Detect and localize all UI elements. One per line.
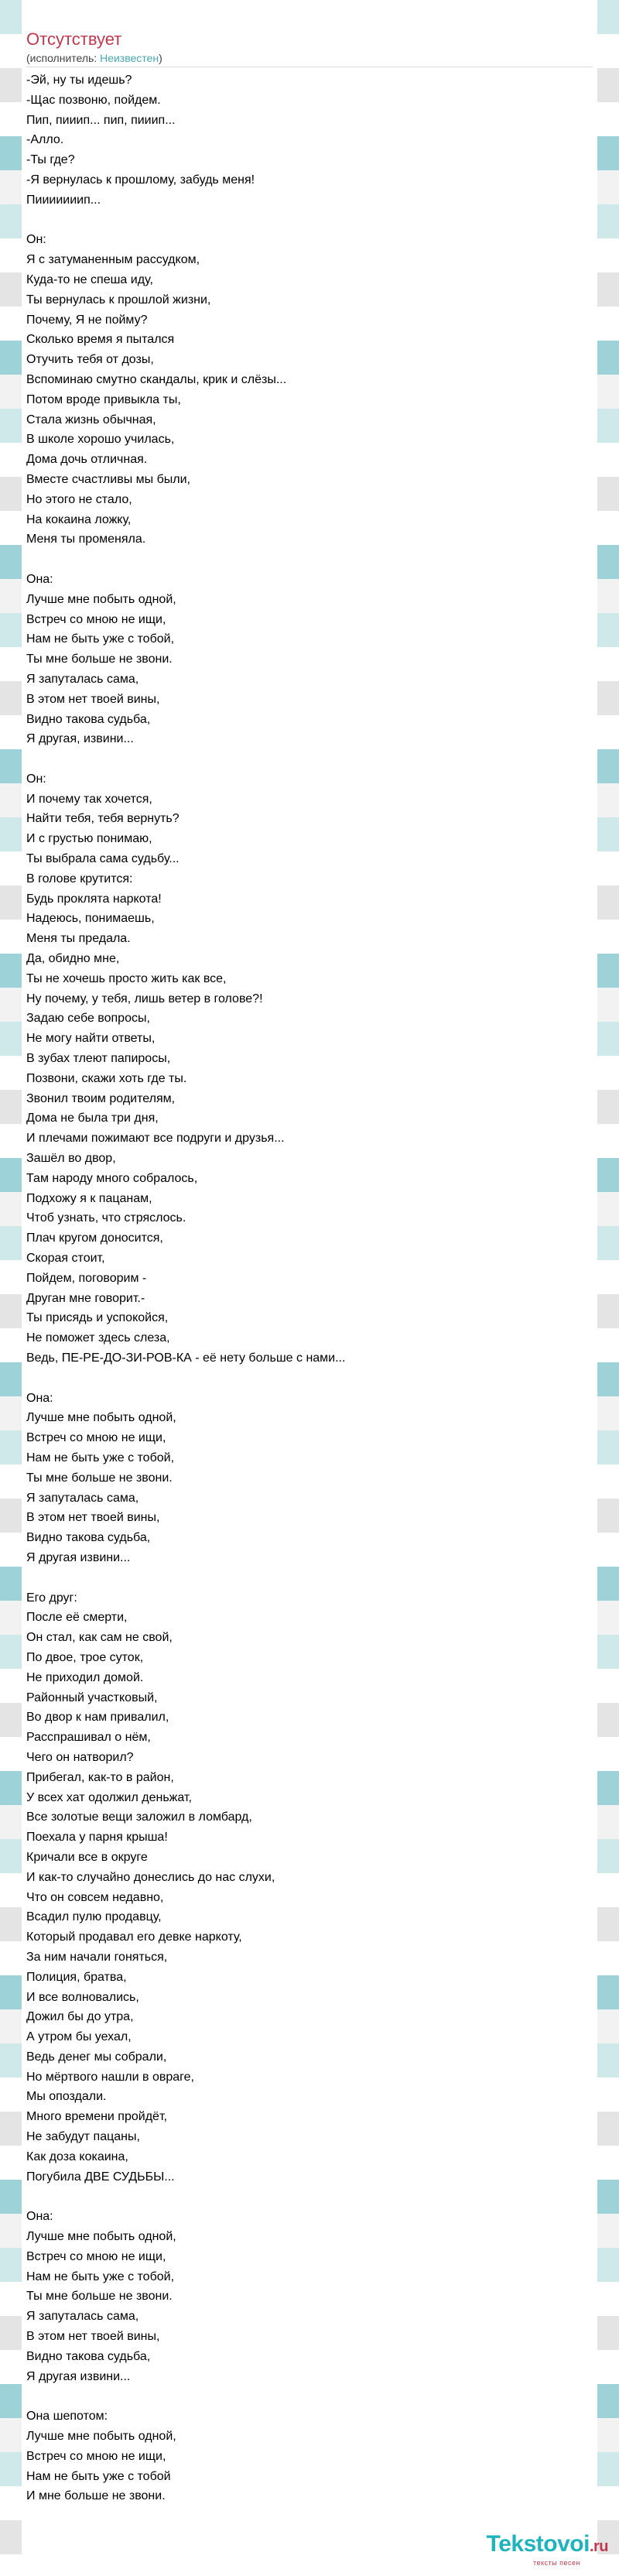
lyric-line: Зашёл во двор, xyxy=(26,1152,116,1166)
lyric-line: -Эй, ну ты идешь? xyxy=(26,74,132,87)
lyric-line: Подхожу я к пацанам, xyxy=(26,1191,152,1205)
lyric-line: Видно такова судьба, xyxy=(26,712,151,726)
logo-tld: .ru xyxy=(589,2538,608,2555)
lyric-line: Сколько время я пытался xyxy=(26,333,175,347)
lyric-line: Нам не быть уже с тобой xyxy=(26,2469,171,2483)
lyric-line: Я другая извини... xyxy=(26,2369,131,2383)
lyric-line: Встреч со мною не ищи, xyxy=(26,2449,166,2463)
lyric-line: Лучше мне побыть одной, xyxy=(26,2430,176,2444)
lyric-line: Встреч со мною не ищи, xyxy=(26,2249,166,2263)
lyric-line: Всадил пулю продавцу, xyxy=(26,1910,162,1924)
lyric-line: Отучить тебя от дозы, xyxy=(26,353,154,367)
lyric-line: И плечами пожимают все подруги и друзья... xyxy=(26,1132,285,1146)
lyric-line: И все волновались, xyxy=(26,1990,139,2004)
lyric-line: Кричали все в округе xyxy=(26,1850,148,1864)
lyric-line: Друган мне говорит.- xyxy=(26,1291,145,1305)
lyric-line: Прибегал, как-то в район, xyxy=(26,1770,174,1784)
lyric-line: Она шепотом: xyxy=(26,2410,108,2424)
lyric-line: В голове крутится: xyxy=(26,872,133,886)
lyric-line: Меня ты променяла. xyxy=(26,533,146,546)
lyric-line: Плач кругом доносится, xyxy=(26,1231,163,1245)
lyric-line: Там народу много собралось, xyxy=(26,1171,198,1185)
lyric-line: Видно такова судьба, xyxy=(26,2349,151,2363)
lyrics-stanza xyxy=(26,1588,593,2187)
lyric-line: Встреч со мною не ищи, xyxy=(26,612,166,626)
lyric-line: Ты мне больше не звони. xyxy=(26,2290,173,2304)
lyric-line: -Я вернулась к прошлому, забудь меня! xyxy=(26,173,255,187)
lyric-line: Она: xyxy=(26,2210,53,2224)
lyric-line: Я запуталась сама, xyxy=(26,672,139,686)
lyrics-stanza xyxy=(26,769,593,1368)
lyric-line: Ведь, ПЕ-РЕ-ДО-ЗИ-РОВ-КА - её нету больше с нами... xyxy=(26,1351,346,1365)
lyric-line: -Алло. xyxy=(26,133,64,147)
lyric-line: Ну почему, у тебя, лишь ветер в голове?! xyxy=(26,992,263,1005)
lyric-line: В школе хорошо училась, xyxy=(26,433,175,447)
song-title: Отсутствует xyxy=(26,29,122,49)
artist-prefix: (исполнитель: xyxy=(26,52,101,64)
lyric-line: Полиция, братва, xyxy=(26,1970,127,1984)
lyric-line: Надеюсь, понимаешь, xyxy=(26,912,155,926)
lyric-line: Ведь денег мы собрали, xyxy=(26,2050,167,2064)
lyric-line: Поехала у парня крыша! xyxy=(26,1831,168,1845)
lyric-line: За ним начали гоняться, xyxy=(26,1950,168,1964)
lyric-line: Он: xyxy=(26,233,46,247)
lyric-line: И почему так хочется, xyxy=(26,792,152,806)
lyric-line: Ты мне больше не звони. xyxy=(26,1471,173,1485)
lyric-line: Позвони, скажи хоть где ты. xyxy=(26,1071,187,1085)
site-logo[interactable] xyxy=(487,2532,608,2567)
lyric-line: Много времени пройдёт, xyxy=(26,2110,167,2124)
lyric-line: Но мёртвого нашли в овраге, xyxy=(26,2070,194,2084)
lyric-line: Он стал, как сам не свой, xyxy=(26,1631,173,1645)
lyrics-text xyxy=(26,70,593,2506)
lyric-line: Встреч со мною не ищи, xyxy=(26,1431,166,1445)
lyric-line: Я другая, извини... xyxy=(26,732,134,746)
lyric-line: Стала жизнь обычная, xyxy=(26,413,156,426)
lyric-line: -Ты где? xyxy=(26,153,75,167)
lyric-line: На кокаина ложку, xyxy=(26,512,132,526)
lyric-line: Пойдем, поговорим - xyxy=(26,1271,147,1285)
lyric-line: Дома дочь отличная. xyxy=(26,453,148,467)
lyric-line: В этом нет твоей вины, xyxy=(26,2330,160,2344)
lyrics-stanza xyxy=(26,2207,593,2386)
lyric-line: Не могу найти ответы, xyxy=(26,1032,156,1046)
lyric-line: Задаю себе вопросы, xyxy=(26,1012,150,1026)
lyric-line: А утром бы уехал, xyxy=(26,2030,132,2044)
lyric-line: Лучше мне побыть одной, xyxy=(26,592,176,606)
lyric-line: Найти тебя, тебя вернуть? xyxy=(26,812,180,826)
lyric-line: Да, обидно мне, xyxy=(26,952,120,966)
lyric-line: Ты выбрала сама судьбу... xyxy=(26,852,180,866)
lyric-line: Скорая стоит, xyxy=(26,1252,105,1266)
lyrics-page xyxy=(22,0,597,2576)
lyric-line: В этом нет твоей вины, xyxy=(26,692,160,706)
lyric-line: Его друг: xyxy=(26,1591,77,1605)
lyric-line: Куда-то не спеша иду, xyxy=(26,272,153,286)
lyric-line: Ты мне больше не звони. xyxy=(26,653,173,666)
lyric-line: Видно такова судьба, xyxy=(26,1531,151,1545)
lyric-line: Чего он натворил? xyxy=(26,1750,134,1764)
lyrics-stanza xyxy=(26,70,593,211)
lyric-line: Районный участковый, xyxy=(26,1690,158,1704)
lyric-line: Нам не быть уже с тобой, xyxy=(26,2269,175,2283)
logo-tagline: тексты песен xyxy=(532,2559,580,2567)
lyric-line: Вместе счастливы мы были, xyxy=(26,472,190,486)
lyric-line: Он: xyxy=(26,772,46,786)
lyric-line: Пииииииип... xyxy=(26,193,101,207)
lyrics-stanza xyxy=(26,1389,593,1568)
lyric-line: У всех хат одолжил деньжат, xyxy=(26,1790,192,1804)
lyric-line: Пип, пииип... пип, пииип... xyxy=(26,113,176,127)
artist-link[interactable]: Неизвестен xyxy=(100,52,159,64)
artist-suffix: ) xyxy=(159,52,162,64)
lyric-line: Потом вроде привыкла ты, xyxy=(26,392,181,406)
lyric-line: Нам не быть уже с тобой, xyxy=(26,1451,175,1464)
lyrics-stanza xyxy=(26,230,593,550)
lyric-line: Что он совсем недавно, xyxy=(26,1890,164,1904)
lyric-line: Лучше мне побыть одной, xyxy=(26,2230,176,2244)
lyric-line: В зубах тлеют папиросы, xyxy=(26,1052,171,1066)
lyric-line: В этом нет твоей вины, xyxy=(26,1511,160,1525)
lyric-line: Но этого не стало, xyxy=(26,492,132,506)
lyric-line: Ты присядь и успокойся, xyxy=(26,1311,169,1325)
lyric-line: Чтоб узнать, что стряслось. xyxy=(26,1211,186,1225)
lyric-line: Лучше мне побыть одной, xyxy=(26,1411,176,1425)
lyric-line: Я с затуманенным рассудком, xyxy=(26,253,200,267)
lyric-line: И мне больше не звони. xyxy=(26,2489,166,2503)
lyric-line: Дожил бы до утра, xyxy=(26,2010,134,2024)
lyric-line: Не приходил домой. xyxy=(26,1670,144,1684)
lyric-line: Дома не была три дня, xyxy=(26,1112,159,1125)
lyric-line: Ты вернулась к прошлой жизни, xyxy=(26,293,211,307)
lyric-line: По двое, трое суток, xyxy=(26,1650,144,1664)
lyric-line: Я запуталась сама, xyxy=(26,1491,139,1505)
lyric-line: Я запуталась сама, xyxy=(26,2310,139,2324)
lyric-line: Она: xyxy=(26,572,53,586)
lyric-line: Вспоминаю смутно скандалы, крик и слёзы... xyxy=(26,372,287,386)
lyrics-stanza xyxy=(26,2406,593,2506)
lyric-line: Расспрашивал о нём, xyxy=(26,1731,151,1745)
lyric-line: И с грустью понимаю, xyxy=(26,832,152,846)
lyric-line: -Щас позвоню, пойдем. xyxy=(26,93,161,107)
lyric-line: Как доза кокаина, xyxy=(26,2150,128,2163)
lyric-line: Почему, Я не пойму? xyxy=(26,313,148,327)
lyric-line: Погубила ДВЕ СУДЬБЫ... xyxy=(26,2170,175,2184)
lyric-line: После её смерти, xyxy=(26,1611,128,1625)
lyric-line: Меня ты предала. xyxy=(26,932,131,946)
lyrics-stanza xyxy=(26,570,593,749)
logo-brand: Tekstovoi xyxy=(486,2531,590,2557)
lyric-line: Нам не быть уже с тобой, xyxy=(26,632,175,646)
lyric-line: И как-то случайно донеслись до нас слухи, xyxy=(26,1870,275,1884)
lyric-line: Не поможет здесь слеза, xyxy=(26,1331,170,1345)
lyric-line: Я другая извини... xyxy=(26,1550,131,1564)
lyric-line: Все золотые вещи заложил в ломбард, xyxy=(26,1810,252,1824)
lyric-line: Ты не хочешь просто жить как все, xyxy=(26,971,227,985)
lyric-line: Она: xyxy=(26,1391,53,1405)
lyric-line: Который продавал его девке наркоту, xyxy=(26,1930,242,1944)
lyric-line: Во двор к нам привалил, xyxy=(26,1711,169,1725)
lyric-line: Будь проклята наркота! xyxy=(26,892,162,906)
lyric-line: Не забудут пацаны, xyxy=(26,2130,140,2144)
lyric-line: Звонил твоим родителям, xyxy=(26,1091,176,1105)
artist-line xyxy=(26,51,593,67)
lyric-line: Мы опоздали. xyxy=(26,2090,107,2104)
